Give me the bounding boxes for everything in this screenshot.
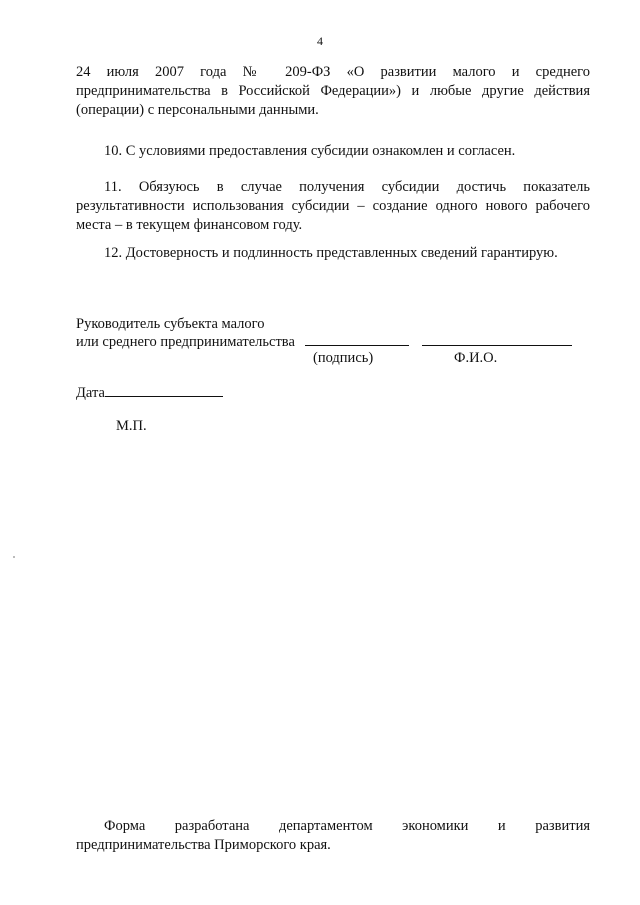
signatory-role-row	[76, 333, 572, 351]
consent-line-3: (операции) с персональными данными.	[76, 102, 319, 118]
item-11-line-1: 11. Обязуюсь в случае получения субсидии достичь показатель	[104, 179, 590, 195]
date-blank-line[interactable]	[105, 384, 223, 397]
fio-blank-line[interactable]	[422, 333, 572, 346]
form-footer-note	[76, 817, 590, 855]
consent-paragraph	[76, 63, 590, 120]
item-11-paragraph	[76, 178, 590, 235]
stamp-place-label: М.П.	[116, 418, 147, 434]
signature-block	[76, 316, 572, 351]
item-12-paragraph: 12. Достоверность и подлинность представленных сведений гарантирую.	[104, 245, 558, 261]
fio-caption: Ф.И.О.	[454, 350, 498, 366]
signatory-role-line-2: или среднего предпринимательства	[76, 334, 295, 350]
item-11-line-2: результативности использования субсидии – создание одного нового рабочего	[76, 198, 590, 214]
date-label: Дата	[76, 385, 105, 401]
item-10-paragraph: 10. С условиями предоставления субсидии ознакомлен и согласен.	[104, 143, 516, 159]
footer-line-2: предпринимательства Приморского края.	[76, 837, 331, 853]
signature-caption: (подпись)	[313, 350, 374, 366]
item-11-line-3: места – в текущем финансовом году.	[76, 217, 303, 233]
page-number: 4	[317, 34, 323, 48]
consent-line-2: предпринимательства в Российской Федерации») и любые другие действия	[76, 83, 590, 99]
footer-line-1: Форма разработана департаментом экономики и развития	[104, 818, 590, 834]
signature-blank-line[interactable]	[305, 333, 409, 346]
signatory-role-line-1: Руководитель субъекта малого	[76, 316, 265, 332]
consent-line-1: 24 июля 2007 года № 209-ФЗ «О развитии малого и среднего	[76, 64, 590, 80]
scan-artifact	[13, 556, 15, 558]
date-row	[76, 384, 223, 402]
